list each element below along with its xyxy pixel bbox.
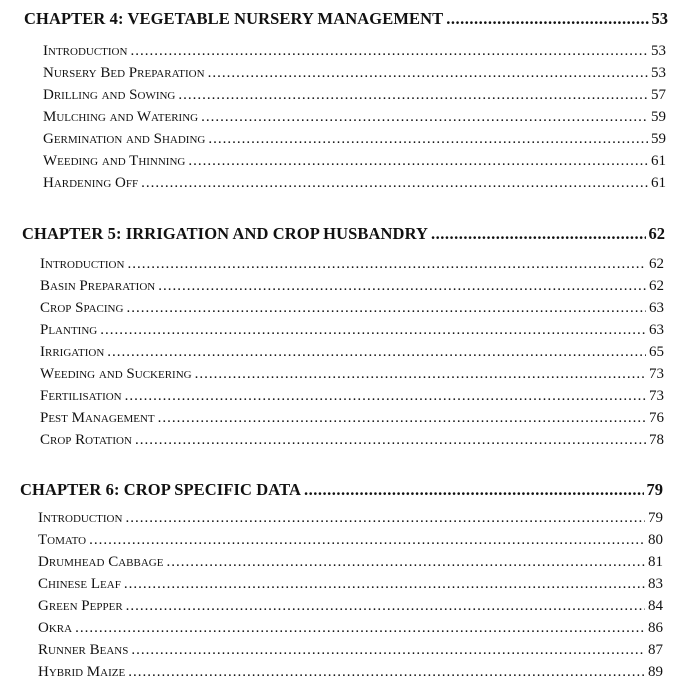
toc-entry[interactable] (40, 385, 664, 407)
entry-title: Hardening Off (43, 175, 139, 191)
toc-entry[interactable] (43, 40, 666, 62)
entry-title: Nursery Bed Preparation (43, 65, 205, 81)
dot-leader (131, 639, 645, 661)
dot-leader (304, 477, 644, 503)
chapter-heading[interactable] (20, 477, 663, 503)
toc-entry[interactable] (43, 106, 666, 128)
dot-leader (201, 106, 648, 128)
entry-page-number: 61 (651, 175, 666, 191)
entry-title: Irrigation (40, 344, 105, 360)
entry-title: Chinese Leaf (38, 576, 121, 592)
entry-title: Planting (40, 322, 98, 338)
toc-entry[interactable] (40, 407, 664, 429)
entry-title: Germination and Shading (43, 131, 206, 147)
entry-title: Introduction (40, 256, 125, 272)
entry-page-number: 57 (651, 87, 666, 103)
toc-entry[interactable] (43, 172, 666, 194)
chapter-5 (0, 221, 700, 451)
dot-leader (126, 297, 646, 319)
toc-entry[interactable] (38, 529, 663, 551)
toc-entry[interactable] (43, 62, 666, 84)
entry-page-number: 53 (651, 65, 666, 81)
entry-title: Basin Preparation (40, 278, 156, 294)
section-list (38, 507, 663, 683)
toc-entry[interactable] (38, 507, 663, 529)
chapter-title: CHAPTER 4: VEGETABLE NURSERY MANAGEMENT (24, 9, 444, 28)
chapter-page-number: 79 (646, 480, 663, 499)
entry-title: Drilling and Sowing (43, 87, 176, 103)
chapter-title: CHAPTER 6: CROP SPECIFIC DATA (20, 480, 301, 499)
entry-page-number: 81 (648, 554, 663, 570)
dot-leader (166, 551, 645, 573)
entry-page-number: 59 (651, 131, 666, 147)
dot-leader (124, 573, 645, 595)
dot-leader (195, 363, 646, 385)
chapter-page-number: 62 (648, 224, 665, 243)
entry-title: Weeding and Suckering (40, 366, 192, 382)
entry-page-number: 62 (649, 278, 664, 294)
dot-leader (125, 385, 646, 407)
dot-leader (127, 253, 646, 275)
dot-leader (130, 40, 648, 62)
toc-entry[interactable] (38, 551, 663, 573)
entry-page-number: 61 (651, 153, 666, 169)
dot-leader (178, 84, 648, 106)
entry-page-number: 89 (648, 664, 663, 680)
entry-page-number: 63 (649, 300, 664, 316)
entry-page-number: 73 (649, 388, 664, 404)
entry-page-number: 83 (648, 576, 663, 592)
dot-leader (107, 341, 646, 363)
entry-page-number: 79 (648, 510, 663, 526)
toc-entry[interactable] (38, 573, 663, 595)
toc-entry[interactable] (40, 363, 664, 385)
chapter-6 (0, 477, 700, 683)
toc-entry[interactable] (40, 275, 664, 297)
entry-page-number: 80 (648, 532, 663, 548)
dot-leader (141, 172, 648, 194)
toc-entry[interactable] (40, 341, 664, 363)
dot-leader (128, 661, 645, 683)
entry-title: Tomato (38, 532, 87, 548)
entry-title: Fertilisation (40, 388, 122, 404)
dot-leader (208, 128, 648, 150)
toc-entry[interactable] (38, 639, 663, 661)
dot-leader (158, 275, 646, 297)
dot-leader (446, 6, 648, 32)
dot-leader (89, 529, 645, 551)
toc-entry[interactable] (43, 150, 666, 172)
toc-entry[interactable] (38, 661, 663, 683)
dot-leader (208, 62, 648, 84)
entry-title: Crop Rotation (40, 432, 132, 448)
chapter-title: CHAPTER 5: IRRIGATION AND CROP HUSBANDRY (22, 224, 429, 243)
dot-leader (126, 595, 645, 617)
entry-page-number: 63 (649, 322, 664, 338)
entry-page-number: 87 (648, 642, 663, 658)
entry-title: Crop Spacing (40, 300, 124, 316)
entry-page-number: 73 (649, 366, 664, 382)
toc-entry[interactable] (40, 253, 664, 275)
chapter-heading[interactable] (22, 221, 665, 247)
entry-title: Green Pepper (38, 598, 123, 614)
toc-entry[interactable] (40, 297, 664, 319)
entry-title: Drumhead Cabbage (38, 554, 164, 570)
toc-entry[interactable] (40, 319, 664, 341)
toc-entry[interactable] (43, 128, 666, 150)
entry-page-number: 65 (649, 344, 664, 360)
chapter-4 (0, 6, 700, 194)
entry-title: Introduction (38, 510, 123, 526)
dot-leader (188, 150, 648, 172)
section-list (40, 253, 664, 451)
entry-title: Okra (38, 620, 73, 636)
toc-entry[interactable] (43, 84, 666, 106)
entry-title: Weeding and Thinning (43, 153, 186, 169)
entry-page-number: 59 (651, 109, 666, 125)
entry-title: Hybrid Maize (38, 664, 126, 680)
toc-entry[interactable] (38, 617, 663, 639)
dot-leader (75, 617, 645, 639)
dot-leader (158, 407, 646, 429)
chapter-page-number: 53 (651, 9, 668, 28)
entry-page-number: 76 (649, 410, 664, 426)
dot-leader (431, 221, 645, 247)
section-list (43, 40, 666, 194)
entry-title: Pest Management (40, 410, 155, 426)
entry-title: Mulching and Watering (43, 109, 199, 125)
dot-leader (125, 507, 645, 529)
dot-leader (135, 429, 646, 451)
entry-page-number: 62 (649, 256, 664, 272)
entry-page-number: 86 (648, 620, 663, 636)
toc-entry[interactable] (38, 595, 663, 617)
entry-title: Runner Beans (38, 642, 129, 658)
chapter-heading[interactable] (24, 6, 668, 32)
entry-page-number: 84 (648, 598, 663, 614)
entry-page-number: 53 (651, 43, 666, 59)
toc-entry[interactable] (40, 429, 664, 451)
entry-title: Introduction (43, 43, 128, 59)
dot-leader (100, 319, 646, 341)
entry-page-number: 78 (649, 432, 664, 448)
